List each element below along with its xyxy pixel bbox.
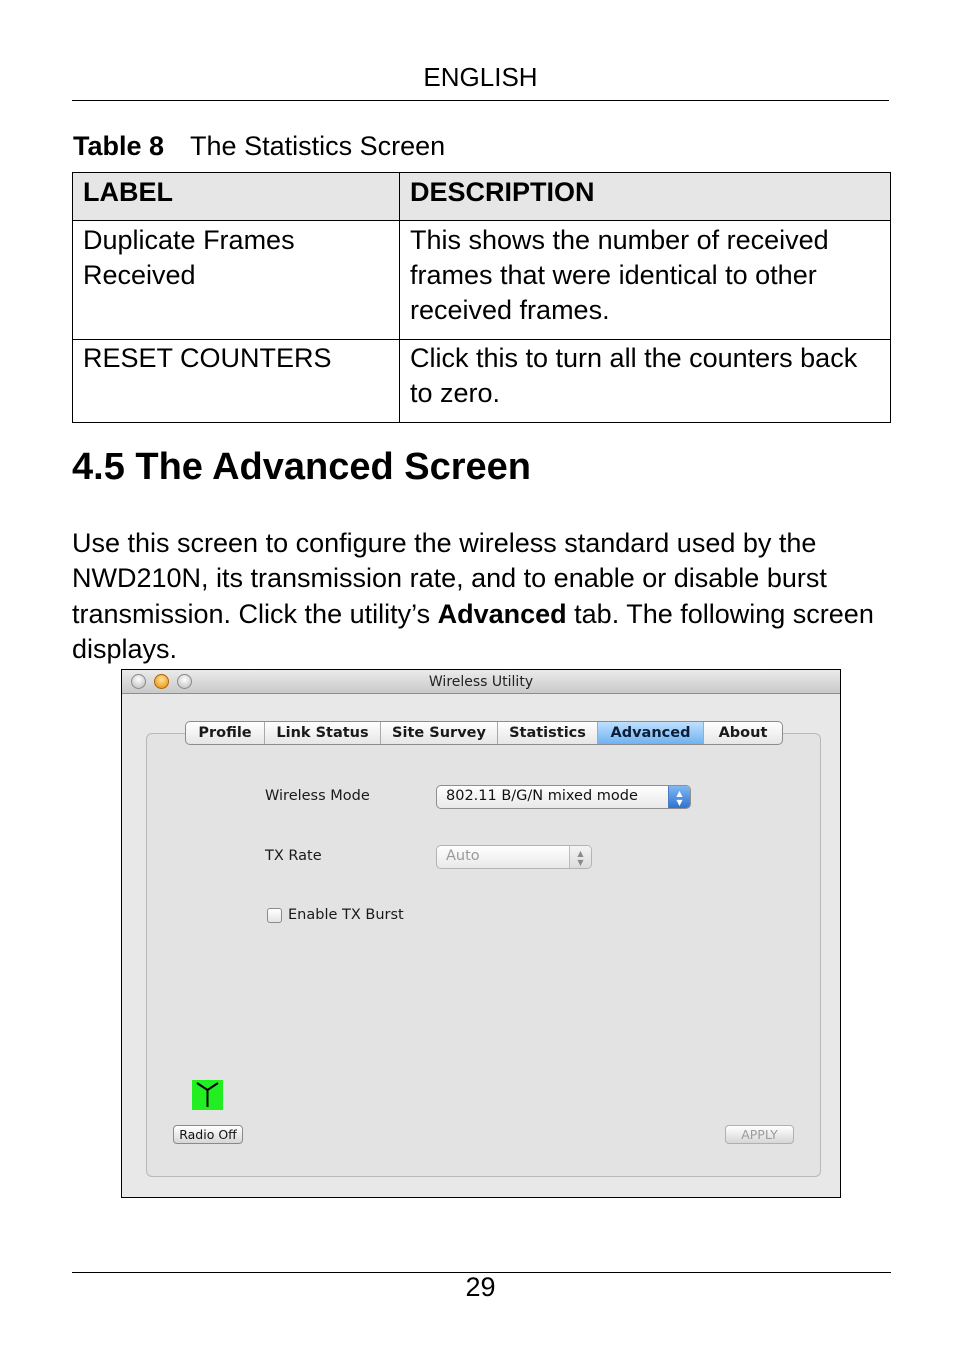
tx-rate-label: TX Rate — [265, 848, 322, 864]
table-caption-label: Table 8 — [73, 131, 165, 161]
tab-profile[interactable]: Profile — [186, 722, 265, 744]
table-row — [73, 221, 891, 340]
table-caption — [73, 131, 445, 162]
column-header-label: LABEL — [73, 173, 400, 221]
enable-tx-burst-checkbox[interactable] — [267, 908, 282, 923]
table-row — [73, 340, 891, 423]
row-description: This shows the number of received frames that were identical to other received frames. — [400, 221, 891, 340]
window-title: Wireless Utility — [428, 674, 534, 690]
tab-link-status[interactable]: Link Status — [265, 722, 381, 744]
table-header-row — [73, 173, 891, 221]
wireless-mode-select[interactable] — [436, 785, 691, 809]
row-label: RESET COUNTERS — [73, 340, 400, 423]
row-label: Duplicate Frames Received — [73, 221, 400, 340]
page-number: 29 — [465, 1272, 496, 1302]
wireless-utility-window — [121, 669, 841, 1198]
section-paragraph — [72, 526, 892, 667]
updown-arrows-icon: ▲ ▼ — [668, 786, 690, 808]
para-text-after: tab. The following screen displays. — [72, 598, 874, 664]
row-description: Click this to turn all the counters back to zero. — [400, 340, 891, 423]
tab-about[interactable]: About — [718, 725, 768, 741]
table-caption-title: The Statistics Screen — [190, 131, 446, 161]
tab-bar — [185, 721, 783, 745]
para-text-before: Use this screen to configure the wireless standard used by the NWD210N, its transmission rate, and to enable or disable burst transmission. Click the utility’s — [72, 528, 827, 629]
radio-off-button[interactable]: Radio Off — [173, 1125, 243, 1144]
page-header-language: ENGLISH — [423, 62, 538, 92]
enable-tx-burst-label: Enable TX Burst — [288, 907, 404, 923]
tab-site-survey[interactable]: Site Survey — [381, 722, 498, 744]
statistics-table — [72, 172, 891, 423]
tab-statistics[interactable]: Statistics — [498, 722, 598, 744]
antenna-icon — [192, 1080, 223, 1110]
tx-rate-value: Auto — [446, 848, 480, 864]
apply-button[interactable]: APPLY — [725, 1125, 794, 1144]
wireless-mode-value: 802.11 B/G/N mixed mode — [446, 788, 638, 804]
tab-advanced[interactable]: Advanced — [598, 722, 704, 744]
antenna-signal-icon — [192, 1080, 223, 1110]
header-divider — [72, 100, 889, 101]
wireless-mode-label: Wireless Mode — [265, 788, 370, 804]
updown-arrows-icon: ▲ ▼ — [569, 846, 591, 868]
column-header-description: DESCRIPTION — [400, 173, 891, 221]
section-title: 4.5 The Advanced Screen — [72, 446, 532, 488]
window-titlebar[interactable] — [122, 670, 840, 694]
para-bold-advanced: Advanced — [437, 598, 567, 629]
tx-rate-select[interactable] — [436, 845, 592, 869]
